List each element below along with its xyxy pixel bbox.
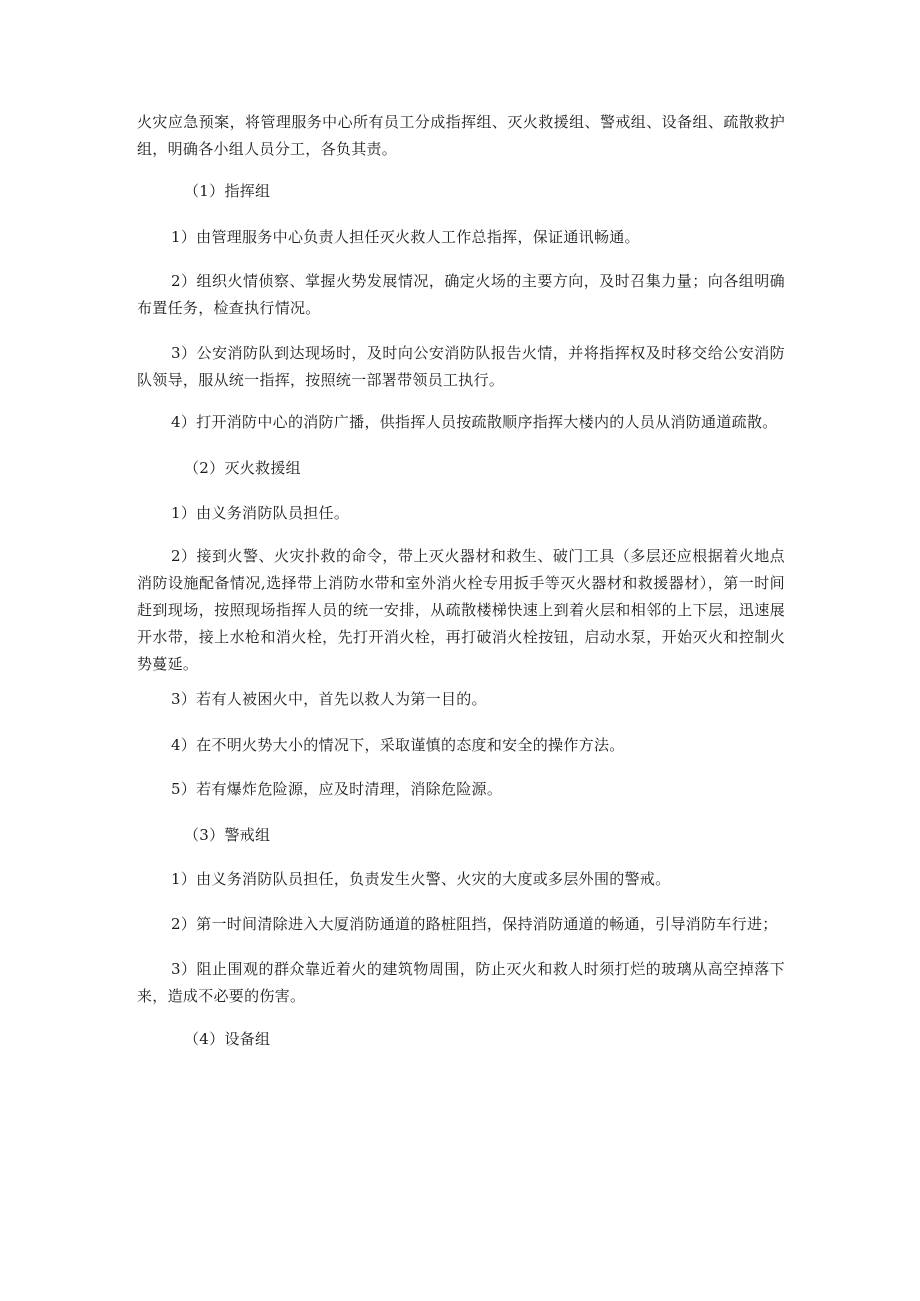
- section-heading-equipment: （4）设备组: [184, 1030, 271, 1048]
- command-item-1: 1）由管理服务中心负责人担任灭火救人工作总指挥，保证通讯畅通。: [171, 228, 640, 246]
- section-heading-guard: （3）警戒组: [184, 826, 271, 844]
- guard-item-1: 1）由义务消防队员担任，负责发生火警、火灾的大度或多层外围的警戒。: [171, 870, 671, 888]
- section-heading-command: （1）指挥组: [184, 182, 271, 200]
- command-item-4: 4）打开消防中心的消防广播，供指挥人员按疏散顺序指挥大楼内的人员从消防通道疏散。: [171, 413, 778, 431]
- rescue-item-2: 2）接到火警、火灾扑救的命令，带上灭火器材和救生、破门工具（多层还应根据着火地点消防设施配备情况,选择带上消防水带和室外消火栓专用扳手等灭火器材和救援器材），第一时间赶到现场，按照现场指挥人员的统一安排，从疏散楼梯快速上到着火层和相邻的上下层，迅速展开水带，接上水枪和消火栓，先打开消火栓，再打破消火栓按钮，启动水泵，开始灭火和控制火势蔓延。: [137, 547, 785, 673]
- guard-item-2: 2）第一时间清除进入大厦消防通道的路桩阻挡，保持消防通道的畅通，引导消防车行进；: [171, 915, 778, 933]
- rescue-item-3: 3）若有人被困火中，首先以救人为第一目的。: [171, 690, 487, 708]
- rescue-item-1: 1）由义务消防队员担任。: [171, 504, 350, 522]
- section-heading-rescue: （2）灭火救援组: [184, 459, 301, 477]
- command-item-3: 3）公安消防队到达现场时，及时向公安消防队报告火情，并将指挥权及时移交给公安消防队领导，服从统一指挥，按照统一部署带领员工执行。: [137, 344, 785, 389]
- rescue-item-5: 5）若有爆炸危险源，应及时清理，消除危险源。: [171, 780, 503, 798]
- command-item-2: 2）组织火情侦察、掌握火势发展情况，确定火场的主要方向，及时召集力量；向各组明确布置任务，检查执行情况。: [137, 272, 785, 317]
- guard-item-3: 3）阻止围观的群众靠近着火的建筑物周围，防止灭火和救人时须打烂的玻璃从高空掉落下来，造成不必要的伤害。: [137, 960, 785, 1005]
- intro-paragraph: 火灾应急预案，将管理服务中心所有员工分成指挥组、灭火救援组、警戒组、设备组、疏散救护组，明确各小组人员分工，各负其责。: [137, 113, 785, 158]
- rescue-item-4: 4）在不明火势大小的情况下，采取谨慎的态度和安全的操作方法。: [171, 736, 625, 754]
